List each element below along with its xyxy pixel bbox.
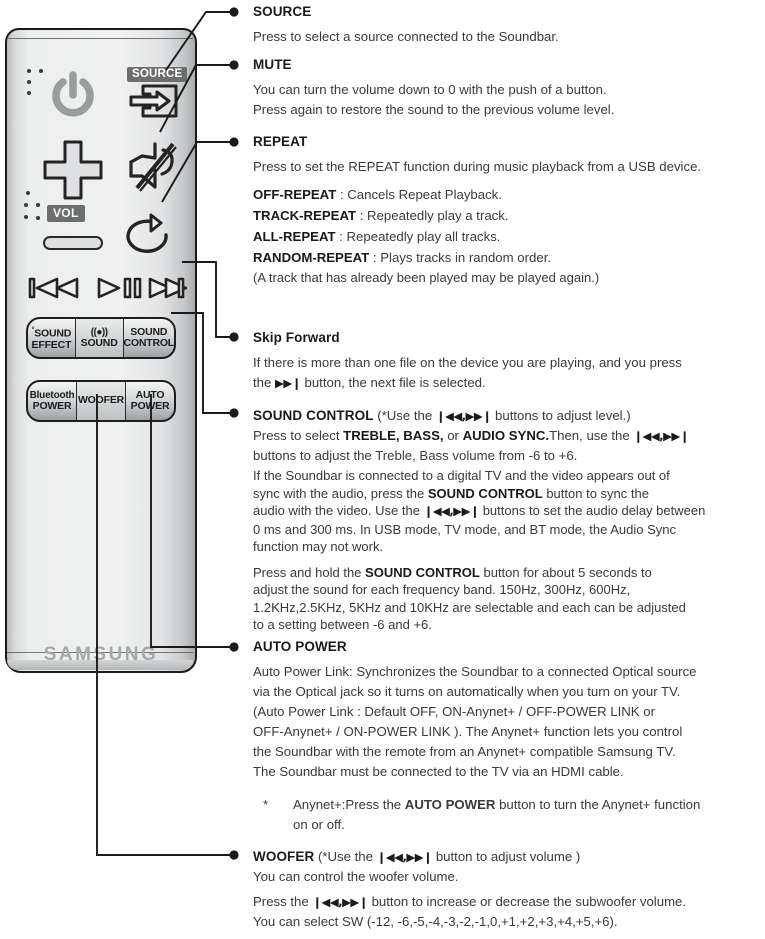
star-bold: AUTO POWER [404,797,496,812]
woofer-line-1: You can control the woofer volume. [253,869,459,884]
sound-control-line-6: 0 ms and 300 ms. In USB mode, TV mode, and BT mode, the Audio Sync [253,521,676,537]
auto-power-label: POWER [130,400,170,412]
bullet-source [229,7,238,16]
mute-body-line-1: You can turn the volume down to 0 with the push of a button. [253,82,607,97]
samsung-logo: SAMSUNG [43,644,159,665]
auto-label: AUTO [135,388,165,401]
sc-l1-glyph: ❙◀◀,▶▶❙ [633,429,689,443]
sound-effect-button[interactable]: °SOUND EFFECT [28,319,76,357]
sc-l4-c: button to sync the [542,485,649,501]
remote-top-seam [7,38,193,39]
callout-skip-forward [253,330,765,393]
repeat-mode-all-desc: : Repeatedly play all tracks. [335,229,501,244]
sc-l5-a: audio with the video. Use the [253,503,424,518]
sound-control-title-glyph: ❙◀◀,▶▶❙ [435,409,492,423]
sound-wave-glyph: ((●)) [90,326,108,338]
woofer-line-3: You can select SW (-12, -6,-5,-4,-3,-2,-1,0,+1,+2,+3,+4,+5,+6). [253,914,618,929]
sound-control-line-8 [253,564,765,582]
repeat-note: (A track that has already been played may be played again.) [253,270,600,285]
sc-l5-b: buttons to set the audio delay between [479,503,706,518]
volume-down-button[interactable] [43,236,103,250]
repeat-mode-track-label: TRACK-REPEAT [253,208,357,223]
bullet-mute [229,60,238,69]
sc-l1-e: Then, use the [549,428,634,443]
woofer-title-tail-a: (*Use the [314,849,377,864]
button-row-power [26,380,176,422]
transport-controls-row [19,274,187,302]
sound-control-line-5 [253,502,765,521]
repeat-mode-off-desc: : Cancels Repeat Playback. [336,187,502,202]
button-row-sound [26,317,176,359]
sc-l1-a: Press to select [253,428,344,443]
sound-button-label: SOUND [80,337,118,349]
sc-treble-bass: TREBLE, BASS, [343,428,444,443]
sc-l8-bold: SOUND CONTROL [365,564,480,580]
woofer-line-2 [253,892,765,912]
auto-power-line-4: OFF-Anynet+ / ON-POWER LINK ). The Anynet+ function lets you control [253,724,683,739]
woofer-button[interactable] [77,382,126,420]
repeat-intro: Press to set the REPEAT function during music playback from a USB device. [253,159,702,174]
repeat-mode-random-desc: : Plays tracks in random order. [369,250,552,265]
sound-control-line-1 [253,426,765,446]
sc-l1-c: or [443,428,463,443]
woofer-heading: WOOFER [253,849,315,864]
auto-power-line-3: (Auto Power Link : Default OFF, ON-Anynet+ / OFF-POWER LINK or [253,704,655,719]
mute-heading: MUTE [253,57,292,72]
star-note-line-2: on or off. [293,817,345,832]
bullet-woofer [229,850,238,859]
skip-forward-pre: the [253,375,275,390]
bullet-sound-control [229,408,238,417]
repeat-heading: REPEAT [253,134,308,149]
woofer-l2-a: Press the [253,894,313,909]
skip-forward-icon-glyph: ▶▶❙ [275,376,301,390]
repeat-mode-track [253,205,765,226]
star-c: button to turn the Anynet+ function [495,797,701,812]
sound-effect-line1: SOUND [34,327,72,340]
sc-l4-a: sync with the audio, press the [253,485,428,501]
repeat-mode-off-label: OFF-REPEAT [253,187,337,202]
woofer-l2-glyph: ❙◀◀,▶▶❙ [312,895,368,909]
sound-control-heading: SOUND CONTROL [253,408,374,423]
repeat-mode-random [253,247,765,268]
sound-control-line-2: buttons to adjust the Treble, Bass volume from -6 to +6. [253,448,578,463]
source-input-icon[interactable] [129,84,179,118]
callout-sound-control [253,406,765,634]
auto-power-line-1: Auto Power Link: Synchronizes the Soundbar to a connected Optical source [253,664,697,679]
callout-auto-power [253,639,765,782]
repeat-mode-all [253,226,765,247]
skip-forward-body-2 [253,373,765,393]
sound-control-line-4 [253,485,765,503]
callout-woofer [253,847,765,932]
woofer-l2-b: button to increase or decrease the subwoofer volume. [367,894,687,909]
sc-l8-a: Press and hold the [253,564,366,580]
sc-l4-bold: SOUND CONTROL [427,485,543,501]
bullet-skip-forward [229,332,238,341]
bullet-repeat [229,137,238,146]
auto-power-line-2: via the Optical jack so it turns on automatically when you turn on your TV. [253,684,681,699]
star-marker: * [263,797,269,812]
sound-control-line2: CONTROL [123,337,175,349]
callout-mute [253,57,765,120]
callout-text-column [253,0,765,939]
vol-label-chip: VOL [47,205,85,222]
star-a: Anynet+:Press the [293,797,405,812]
callout-source [253,4,765,47]
sc-l8-c: button for about 5 seconds to [479,564,652,580]
callout-repeat [253,134,765,287]
sound-control-line1: SOUND [130,325,168,338]
bluetooth-power-button[interactable] [28,382,77,420]
sound-control-line-7: function may not work. [253,539,384,554]
sound-control-title-tail-b: buttons to adjust level.) [491,408,631,423]
repeat-mode-off [253,184,765,205]
auto-power-line-5: the Soundbar with the remote from an Anynet+ compatible Samsung TV. [253,744,676,759]
bluetooth-power-label: POWER [32,400,72,412]
woofer-label: WOOFER [77,394,125,407]
source-heading: SOURCE [253,4,312,19]
sc-audio-sync: AUDIO SYNC. [462,428,550,443]
sound-effect-line2: EFFECT [31,338,72,351]
skip-forward-body-1: If there is more than one file on the device you are playing, and you press [253,355,682,370]
bluetooth-label: Bluetooth [29,389,75,401]
sound-button[interactable] [76,319,124,357]
woofer-heading-row [253,847,765,867]
sound-control-button[interactable] [124,319,175,357]
auto-power-line-6: The Soundbar must be connected to the TV via an HDMI cable. [253,764,624,779]
power-icon[interactable] [47,70,99,122]
repeat-mode-random-label: RANDOM-REPEAT [253,250,370,265]
woofer-title-glyph: ❙◀◀,▶▶❙ [376,850,433,864]
auto-power-heading: AUTO POWER [253,639,347,654]
sound-control-line-10: 1.2KHz,2.5KHz, 5KHz and 10KHz are selectable and each can be adjusted [253,599,686,615]
sound-control-line-3: If the Soundbar is connected to a digital TV and the video appears out of [253,468,670,483]
source-body: Press to select a source connected to the Soundbar. [253,29,559,44]
mute-speaker-icon[interactable] [123,138,181,194]
volume-up-button[interactable] [43,140,103,200]
sound-control-title-tail-a: (*Use the [373,408,436,423]
source-label-chip: SOURCE [127,67,187,82]
sound-control-line-9: adjust the sound for each frequency band. 150Hz, 300Hz, 600Hz, [253,582,631,597]
mute-body-line-2: Press again to restore the sound to the previous volume level. [253,102,615,117]
star-note-line-1 [293,795,765,815]
repeat-mode-all-label: ALL-REPEAT [253,229,336,244]
bullet-auto-power [229,642,238,651]
remote-control-illustration [5,28,197,673]
skip-forward-heading: Skip Forward [253,330,340,345]
repeat-mode-track-desc: : Repeatedly play a track. [356,208,509,223]
woofer-title-tail-b: button to adjust volume ) [432,849,581,864]
auto-power-button[interactable] [126,382,174,420]
auto-power-star-note [253,795,765,835]
sc-l5-glyph: ❙◀◀,▶▶❙ [423,504,480,518]
skip-forward-post: button, the next file is selected. [300,375,486,390]
sound-control-line-11: to a setting between -6 and +6. [253,617,432,632]
sound-control-heading-row [253,406,765,426]
repeat-loop-icon[interactable] [123,213,181,261]
